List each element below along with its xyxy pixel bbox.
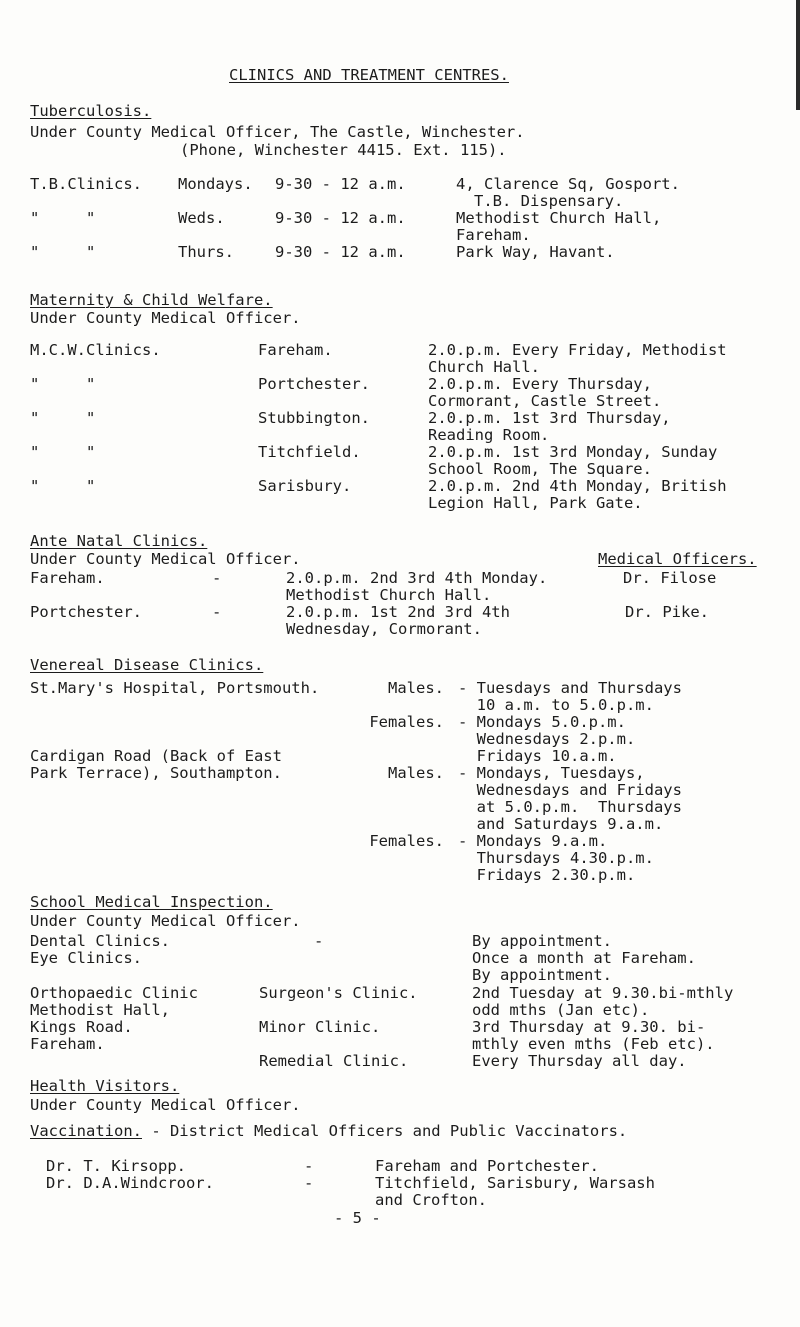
smi-clinic-text: Every Thursday all day.: [472, 1052, 687, 1070]
anc-row-officer: Dr. Pike.: [625, 603, 709, 621]
mcw-under: Under County Medical Officer.: [30, 309, 301, 327]
mcw-row-detail: 2.0.p.m. 1st 3rd Thursday,: [428, 409, 671, 427]
mcw-row-detail2: Church Hall.: [428, 358, 540, 376]
smi-clinic-name: Surgeon's Clinic.: [259, 984, 418, 1002]
vac-dash: -: [304, 1157, 314, 1175]
smi-ortho-line: Orthopaedic Clinic: [30, 984, 198, 1002]
smi-eye: Eye Clinics.: [30, 949, 142, 967]
mcw-row-place: Portchester.: [258, 375, 370, 393]
anc-row-officer: Dr. Filose: [623, 569, 717, 587]
mcw-row-place: Fareham.: [258, 341, 333, 359]
vac-area: Titchfield, Sarisbury, Warsash: [375, 1174, 655, 1192]
mcw-heading: Maternity & Child Welfare.: [30, 291, 273, 309]
mcw-row-label: " ": [30, 443, 96, 461]
tb-row-label: " ": [30, 209, 96, 227]
vd-heading: Venereal Disease Clinics.: [30, 656, 264, 674]
smi-under: Under County Medical Officer.: [30, 912, 301, 930]
mcw-row-label: " ": [30, 375, 96, 393]
mcw-row-place: Sarisbury.: [258, 477, 352, 495]
vac-heading: Vaccination.: [30, 1122, 142, 1140]
anc-officers-heading: Medical Officers.: [598, 550, 757, 568]
tb-under: Under County Medical Officer, The Castle, Winchester.: [30, 123, 525, 141]
smi-eye-text-2: By appointment.: [472, 966, 612, 984]
vd-hours: Thursdays 4.30.p.m.: [458, 849, 654, 867]
smi-ortho-line: Kings Road.: [30, 1018, 133, 1036]
smi-clinic-text: 2nd Tuesday at 9.30.bi-mthly: [472, 984, 734, 1002]
mcw-row-detail2: Legion Hall, Park Gate.: [428, 494, 643, 512]
mcw-row-place: Stubbington.: [258, 409, 370, 427]
vd-hours: Fridays 10.a.m.: [458, 747, 617, 765]
vac-rest: - District Medical Officers and Public Vaccinators.: [141, 1122, 628, 1140]
anc-under: Under County Medical Officer.: [30, 550, 301, 568]
tb-heading: Tuberculosis.: [30, 102, 152, 120]
anc-row-detail2: Methodist Church Hall.: [286, 586, 492, 604]
tb-row-time: 9-30 - 12 a.m.: [275, 243, 406, 261]
tb-row-place: 4, Clarence Sq, Gosport.: [456, 175, 680, 193]
vac-line: [30, 1123, 627, 1140]
anc-heading: Ante Natal Clinics.: [30, 532, 208, 550]
anc-row-place: Fareham.: [30, 569, 105, 587]
anc-row-detail: 2.0.p.m. 1st 2nd 3rd 4th: [286, 603, 510, 621]
smi-clinic-text: odd mths (Jan etc).: [472, 1001, 650, 1019]
mcw-row-place: Titchfield.: [258, 443, 361, 461]
smi-ortho-line: Fareham.: [30, 1035, 105, 1053]
mcw-row-detail2: School Room, The Square.: [428, 460, 652, 478]
vd-who: Females.: [369, 832, 444, 850]
vd-hours: and Saturdays 9.a.m.: [458, 815, 664, 833]
hv-heading: Health Visitors.: [30, 1077, 180, 1095]
mcw-row-detail2: Cormorant, Castle Street.: [428, 392, 662, 410]
vd-who: Males.: [388, 679, 444, 697]
vd-hours: - Mondays 5.0.p.m.: [458, 713, 626, 731]
vd-location: St.Mary's Hospital, Portsmouth.: [30, 679, 320, 697]
tb-under-phone: (Phone, Winchester 4415. Ext. 115).: [180, 141, 507, 159]
vd-hours: - Tuesdays and Thursdays: [458, 679, 682, 697]
mcw-row-label: " ": [30, 409, 96, 427]
vac-area: and Crofton.: [375, 1191, 487, 1209]
mcw-row-detail: 2.0.p.m. 2nd 4th Monday, British: [428, 477, 727, 495]
vac-dash: -: [304, 1174, 314, 1192]
tb-row-place2: Fareham.: [456, 226, 531, 244]
vd-who: Females.: [369, 713, 444, 731]
vac-area: Fareham and Portchester.: [375, 1157, 599, 1175]
smi-dental: Dental Clinics.: [30, 932, 170, 950]
smi-clinic-name: Minor Clinic.: [259, 1018, 381, 1036]
page-title: CLINICS AND TREATMENT CENTRES.: [229, 66, 509, 84]
anc-row-place: Portchester.: [30, 603, 142, 621]
smi-clinic-name: Remedial Clinic.: [259, 1052, 409, 1070]
vd-hours: - Mondays 9.a.m.: [458, 832, 608, 850]
mcw-row-detail: 2.0.p.m. Every Thursday,: [428, 375, 652, 393]
vd-hours: - Mondays, Tuesdays,: [458, 764, 645, 782]
smi-dental-text: By appointment.: [472, 932, 612, 950]
page-number: - 5 -: [334, 1209, 381, 1227]
vd-hours: 10 a.m. to 5.0.p.m.: [458, 696, 654, 714]
smi-eye-text: Once a month at Fareham.: [472, 949, 696, 967]
smi-ortho-line: Methodist Hall,: [30, 1001, 170, 1019]
vd-who: Males.: [388, 764, 444, 782]
tb-row-day: Weds.: [178, 209, 225, 227]
page-edge-shadow: [796, 0, 800, 110]
tb-row-label: T.B.Clinics.: [30, 175, 142, 193]
tb-row-place2: T.B. Dispensary.: [474, 192, 624, 210]
mcw-row-label: M.C.W.Clinics.: [30, 341, 161, 359]
tb-row-day: Mondays.: [178, 175, 253, 193]
vd-hours: at 5.0.p.m. Thursdays: [458, 798, 682, 816]
vac-name: Dr. D.A.Windcroor.: [46, 1174, 214, 1192]
smi-clinic-text: mthly even mths (Feb etc).: [472, 1035, 715, 1053]
mcw-row-detail: 2.0.p.m. 1st 3rd Monday, Sunday: [428, 443, 718, 461]
tb-row-time: 9-30 - 12 a.m.: [275, 175, 406, 193]
smi-clinic-text: 3rd Thursday at 9.30. bi-: [472, 1018, 706, 1036]
tb-row-label: " ": [30, 243, 96, 261]
anc-row-dash: -: [212, 603, 222, 621]
tb-row-day: Thurs.: [178, 243, 234, 261]
hv-under: Under County Medical Officer.: [30, 1096, 301, 1114]
mcw-row-detail: 2.0.p.m. Every Friday, Methodist: [428, 341, 727, 359]
anc-row-detail2: Wednesday, Cormorant.: [286, 620, 482, 638]
smi-heading: School Medical Inspection.: [30, 893, 273, 911]
tb-row-place: Methodist Church Hall,: [456, 209, 662, 227]
anc-row-detail: 2.0.p.m. 2nd 3rd 4th Monday.: [286, 569, 548, 587]
tb-row-time: 9-30 - 12 a.m.: [275, 209, 406, 227]
mcw-row-detail2: Reading Room.: [428, 426, 550, 444]
vac-name: Dr. T. Kirsopp.: [46, 1157, 186, 1175]
tb-row-place: Park Way, Havant.: [456, 243, 615, 261]
vd-location-2: Park Terrace), Southampton.: [30, 764, 282, 782]
mcw-row-label: " ": [30, 477, 96, 495]
anc-row-dash: -: [212, 569, 222, 587]
vd-hours: Wednesdays and Fridays: [458, 781, 682, 799]
vd-hours: Wednesdays 2.p.m.: [458, 730, 636, 748]
vd-hours: Fridays 2.30.p.m.: [458, 866, 636, 884]
smi-dental-dash: -: [314, 932, 324, 950]
vd-location: Cardigan Road (Back of East: [30, 747, 282, 765]
